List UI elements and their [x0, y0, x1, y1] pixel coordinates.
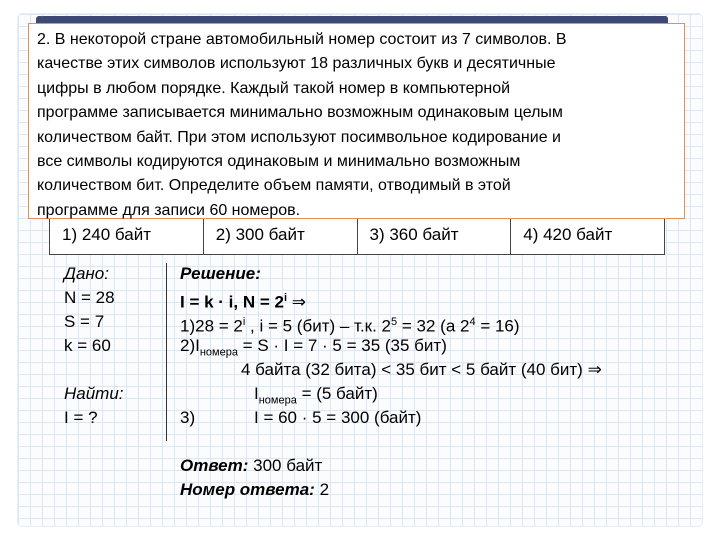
find-block	[64, 382, 124, 430]
solution-step-1: $1)28 = 2^i$ , i = 5 (бит) – т.к. $2^5 = 32$ (а $2^4 = 16$)	[180, 316, 520, 336]
task-line: 2. В некоторой стране автомобильный номер состоит из 7 символов. В	[37, 31, 567, 48]
solution-step-2-result: $I_{номера} = (5$ байт)	[254, 384, 378, 407]
task-statement-box	[28, 23, 685, 219]
task-statement	[37, 28, 678, 223]
vertical-divider	[166, 263, 167, 441]
solution-formula: I = k · i, $N = 2^i$ ⇒	[180, 292, 306, 312]
answer-option-2: 2) 300 байт	[204, 219, 358, 254]
task-line: качестве этих символов используют 18 различных букв и десятичные	[37, 55, 556, 73]
task-line: программе записывается минимально возможным одинаковым целым	[37, 104, 563, 122]
answer-number-line: Номер ответа: 2	[180, 480, 330, 499]
find-header: Найти:	[64, 384, 124, 403]
answer-option-1: 1) 240 байт	[50, 219, 204, 254]
answer-option-4: 4) 420 байт	[523, 225, 613, 244]
given-block	[64, 262, 115, 358]
task-line: все символы кодируются одинаковым и минимально возможным	[37, 153, 521, 171]
answer-option-3: 3) 360 байт	[358, 219, 512, 254]
task-line: программе для записи 60 номеров.	[37, 201, 301, 219]
task-line: количеством байт. При этом используют посимвольное кодирование и	[37, 128, 561, 146]
task-line: цифры в любом порядке. Каждый такой номер в компьютерной	[37, 79, 511, 97]
solution-header: Решение:	[180, 264, 261, 283]
task-line: количеством бит. Определите объем памяти, отводимый в этой	[37, 177, 511, 195]
solution-step-3-number: 3)	[180, 408, 196, 427]
given-item: N = 28	[64, 288, 115, 307]
given-header: Дано:	[64, 264, 109, 283]
answer-options-table	[49, 219, 665, 255]
given-item: S = 7	[64, 312, 105, 331]
solution-step-2-comparison: 4 байта (32 бита) < 35 бит < 5 байт (40 бит) ⇒	[241, 360, 602, 379]
solution-step-2: $2)I_{номера} = S \cdot I = 7 \cdot 5 = 35$ (35 бит)	[180, 336, 447, 359]
given-item: k = 60	[64, 336, 111, 355]
answer-line: Ответ: 300 байт	[180, 456, 323, 475]
solution-step-3: I = 60 · 5 = 300 (байт)	[254, 408, 422, 427]
find-item: I = ?	[64, 408, 98, 427]
